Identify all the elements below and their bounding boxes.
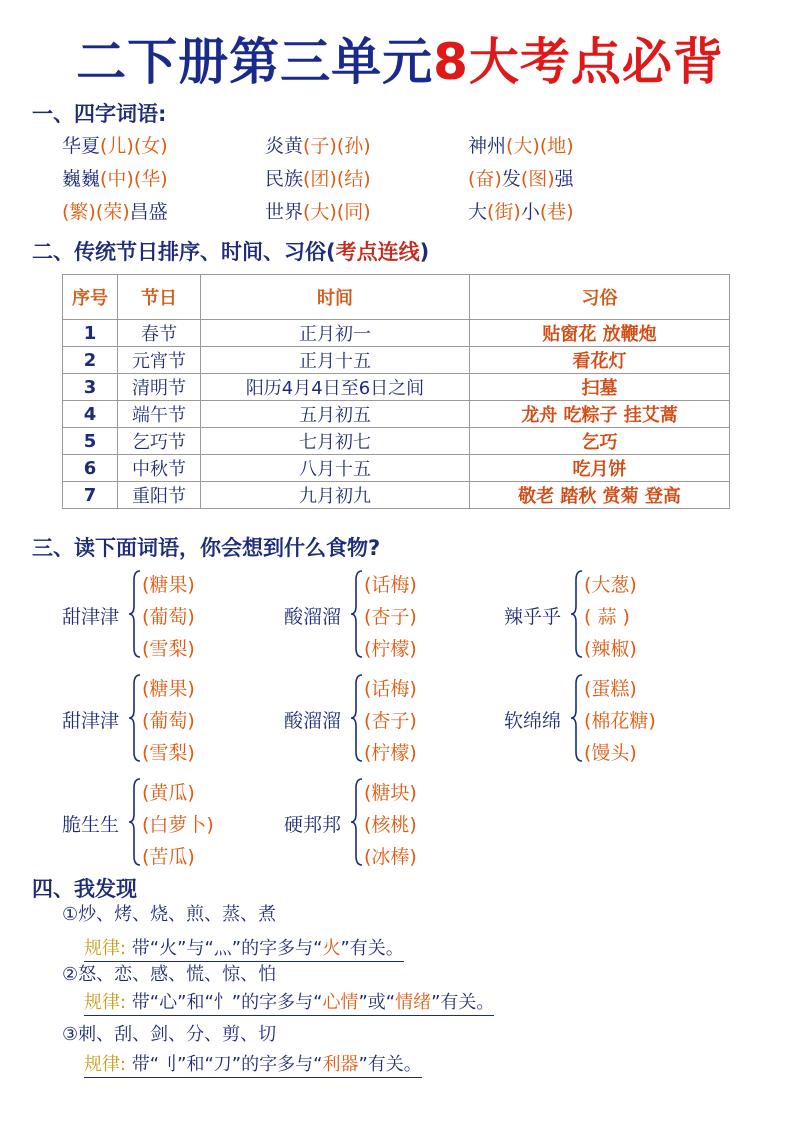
rule-text: ”有关。 [340, 938, 404, 959]
answer-char: (大) [506, 135, 540, 157]
four-char-word [265, 164, 371, 191]
given-char: 强 [554, 168, 574, 190]
answer-char: (子) [303, 135, 337, 157]
row-number: 3 [63, 374, 118, 401]
rule-text: 带“心”和“忄”的字多与“ [131, 992, 323, 1013]
given-char: 巍巍 [62, 168, 101, 190]
festival-custom: 贴窗花 放鞭炮 [470, 320, 730, 347]
festival-custom: 看花灯 [470, 347, 730, 374]
char-list: ③刺、刮、剑、分、剪、切 [62, 1024, 277, 1045]
festival-custom: 龙舟 吃粽子 挂艾蒿 [470, 401, 730, 428]
food-answer: ( 蒜 ) [584, 606, 630, 628]
food-descriptor: 甜津津 [62, 710, 120, 732]
answer-char: (街) [487, 201, 521, 223]
rule-text: 带“火”与“灬”的字多与“ [131, 938, 323, 959]
rule-answer: 心情 [322, 992, 359, 1013]
four-char-word [265, 131, 371, 158]
rule-line [84, 1050, 422, 1078]
brace-icon [128, 776, 142, 868]
table-row [63, 428, 730, 455]
answer-char: (华) [133, 168, 168, 190]
rule-text: ”有关。 [358, 1054, 422, 1075]
food-descriptor: 脆生生 [62, 814, 120, 836]
festival-name: 端午节 [118, 401, 201, 428]
food-answer: (话梅) [364, 574, 417, 596]
food-answer: (冰棒) [364, 846, 417, 868]
food-answer: (柠檬) [364, 638, 417, 660]
rule-text: ”有关。 [431, 992, 495, 1013]
given-char: 炎黄 [265, 135, 304, 157]
answer-char: (中) [100, 168, 134, 190]
char-list: ①炒、烤、烧、煎、蒸、煮 [62, 904, 277, 925]
brace-icon [128, 568, 142, 660]
column-header: 时间 [201, 275, 470, 320]
row-number: 2 [63, 347, 118, 374]
festival-date: 正月十五 [201, 347, 470, 374]
title-part2: 8大考点必背 [433, 33, 724, 91]
festival-table [62, 274, 730, 509]
row-number: 7 [63, 482, 118, 509]
answer-char: (巷) [539, 201, 574, 223]
rule-text: 带“刂”和“刀”的字多与“ [131, 1054, 323, 1075]
title-part1: 二下册第三单元 [76, 33, 434, 91]
section4-heading: 四、我发现 [32, 877, 137, 901]
given-char: 小 [520, 201, 540, 223]
four-char-word [62, 164, 168, 191]
row-number: 4 [63, 401, 118, 428]
answer-char: (繁) [62, 201, 96, 223]
food-answer: (话梅) [364, 678, 417, 700]
festival-date: 正月初一 [201, 320, 470, 347]
rule-line [84, 934, 404, 962]
festival-name: 元宵节 [118, 347, 201, 374]
festival-name: 重阳节 [118, 482, 201, 509]
food-answer: (雪梨) [142, 742, 195, 764]
brace-icon [570, 672, 584, 764]
four-char-word [468, 197, 574, 224]
answer-char: (荣) [95, 201, 130, 223]
food-answer: (辣椒) [584, 638, 637, 660]
section2-heading-text: 二、传统节日排序、时间、习俗( [32, 240, 336, 264]
festival-custom: 乞巧 [470, 428, 730, 455]
answer-char: (团) [303, 168, 337, 190]
section2-heading-highlight: 考点连线 [335, 240, 420, 264]
answer-char: (儿) [100, 135, 134, 157]
brace-icon [350, 568, 364, 660]
table-row [63, 320, 730, 347]
char-list: ②怒、恋、感、慌、惊、怕 [62, 964, 277, 985]
food-descriptor: 辣乎乎 [504, 606, 562, 628]
food-descriptor: 酸溜溜 [284, 710, 342, 732]
table-header-row [63, 275, 730, 320]
festival-date: 五月初五 [201, 401, 470, 428]
food-answer: (蛋糕) [584, 678, 637, 700]
rule-line [84, 988, 494, 1016]
table-row [63, 455, 730, 482]
section3-heading: 三、读下面词语，你会想到什么食物? [32, 536, 381, 560]
section2-heading [32, 236, 429, 266]
given-char: 民族 [265, 168, 304, 190]
section2-heading-end: ) [419, 240, 430, 264]
answer-char: (大) [303, 201, 337, 223]
given-char: 世界 [265, 201, 304, 223]
table-row [63, 482, 730, 509]
four-char-word [265, 197, 371, 224]
row-number: 5 [63, 428, 118, 455]
food-answer: (白萝卜) [142, 814, 214, 836]
section1-heading: 一、四字词语: [32, 102, 167, 126]
four-char-word [468, 164, 574, 191]
table-row [63, 347, 730, 374]
food-descriptor: 酸溜溜 [284, 606, 342, 628]
festival-table-body [63, 320, 730, 509]
table-row [63, 374, 730, 401]
food-answer: (杏子) [364, 710, 417, 732]
food-answer: (雪梨) [142, 638, 195, 660]
food-answer: (糖块) [364, 782, 417, 804]
answer-char: (女) [133, 135, 168, 157]
brace-icon [570, 568, 584, 660]
food-answer: (棉花糖) [584, 710, 656, 732]
column-header: 习俗 [470, 275, 730, 320]
answer-char: (地) [539, 135, 574, 157]
given-char: 昌盛 [129, 201, 168, 223]
food-descriptor: 硬邦邦 [284, 814, 342, 836]
food-descriptor: 甜津津 [62, 606, 120, 628]
festival-date: 九月初九 [201, 482, 470, 509]
answer-char: (奋) [468, 168, 502, 190]
rule-label: 规律: [84, 992, 132, 1013]
festival-date: 阳历4月4日至6日之间 [201, 374, 470, 401]
food-answer: (苦瓜) [142, 846, 195, 868]
page-title [0, 22, 800, 94]
four-char-word [62, 197, 168, 224]
column-header: 序号 [63, 275, 118, 320]
food-answer: (杏子) [364, 606, 417, 628]
food-answer: (馒头) [584, 742, 637, 764]
festival-name: 清明节 [118, 374, 201, 401]
answer-char: (图) [520, 168, 555, 190]
given-char: 大 [468, 201, 488, 223]
brace-icon [350, 776, 364, 868]
brace-icon [128, 672, 142, 764]
brace-icon [350, 672, 364, 764]
answer-char: (孙) [336, 135, 371, 157]
festival-custom: 吃月饼 [470, 455, 730, 482]
row-number: 1 [63, 320, 118, 347]
four-char-word [468, 131, 574, 158]
food-descriptor: 软绵绵 [504, 710, 562, 732]
festival-name: 乞巧节 [118, 428, 201, 455]
rule-label: 规律: [84, 938, 132, 959]
column-header: 节日 [118, 275, 201, 320]
food-answer: (糖果) [142, 574, 195, 596]
table-row [63, 401, 730, 428]
festival-date: 八月十五 [201, 455, 470, 482]
given-char: 华夏 [62, 135, 101, 157]
food-answer: (大葱) [584, 574, 637, 596]
festival-name: 春节 [118, 320, 201, 347]
rule-answer: 情绪 [395, 992, 432, 1013]
festival-custom: 敬老 踏秋 赏菊 登高 [470, 482, 730, 509]
festival-date: 七月初七 [201, 428, 470, 455]
festival-custom: 扫墓 [470, 374, 730, 401]
given-char: 神州 [468, 135, 507, 157]
given-char: 发 [501, 168, 521, 190]
food-answer: (葡萄) [142, 710, 195, 732]
four-char-word [62, 131, 168, 158]
rule-answer: 火 [322, 938, 341, 959]
food-answer: (糖果) [142, 678, 195, 700]
food-answer: (黄瓜) [142, 782, 195, 804]
rule-text: ”或“ [358, 992, 396, 1013]
food-answer: (葡萄) [142, 606, 195, 628]
answer-char: (同) [336, 201, 371, 223]
food-answer: (核桃) [364, 814, 417, 836]
food-answer: (柠檬) [364, 742, 417, 764]
row-number: 6 [63, 455, 118, 482]
answer-char: (结) [336, 168, 371, 190]
rule-answer: 利器 [322, 1054, 359, 1075]
rule-label: 规律: [84, 1054, 132, 1075]
festival-name: 中秋节 [118, 455, 201, 482]
